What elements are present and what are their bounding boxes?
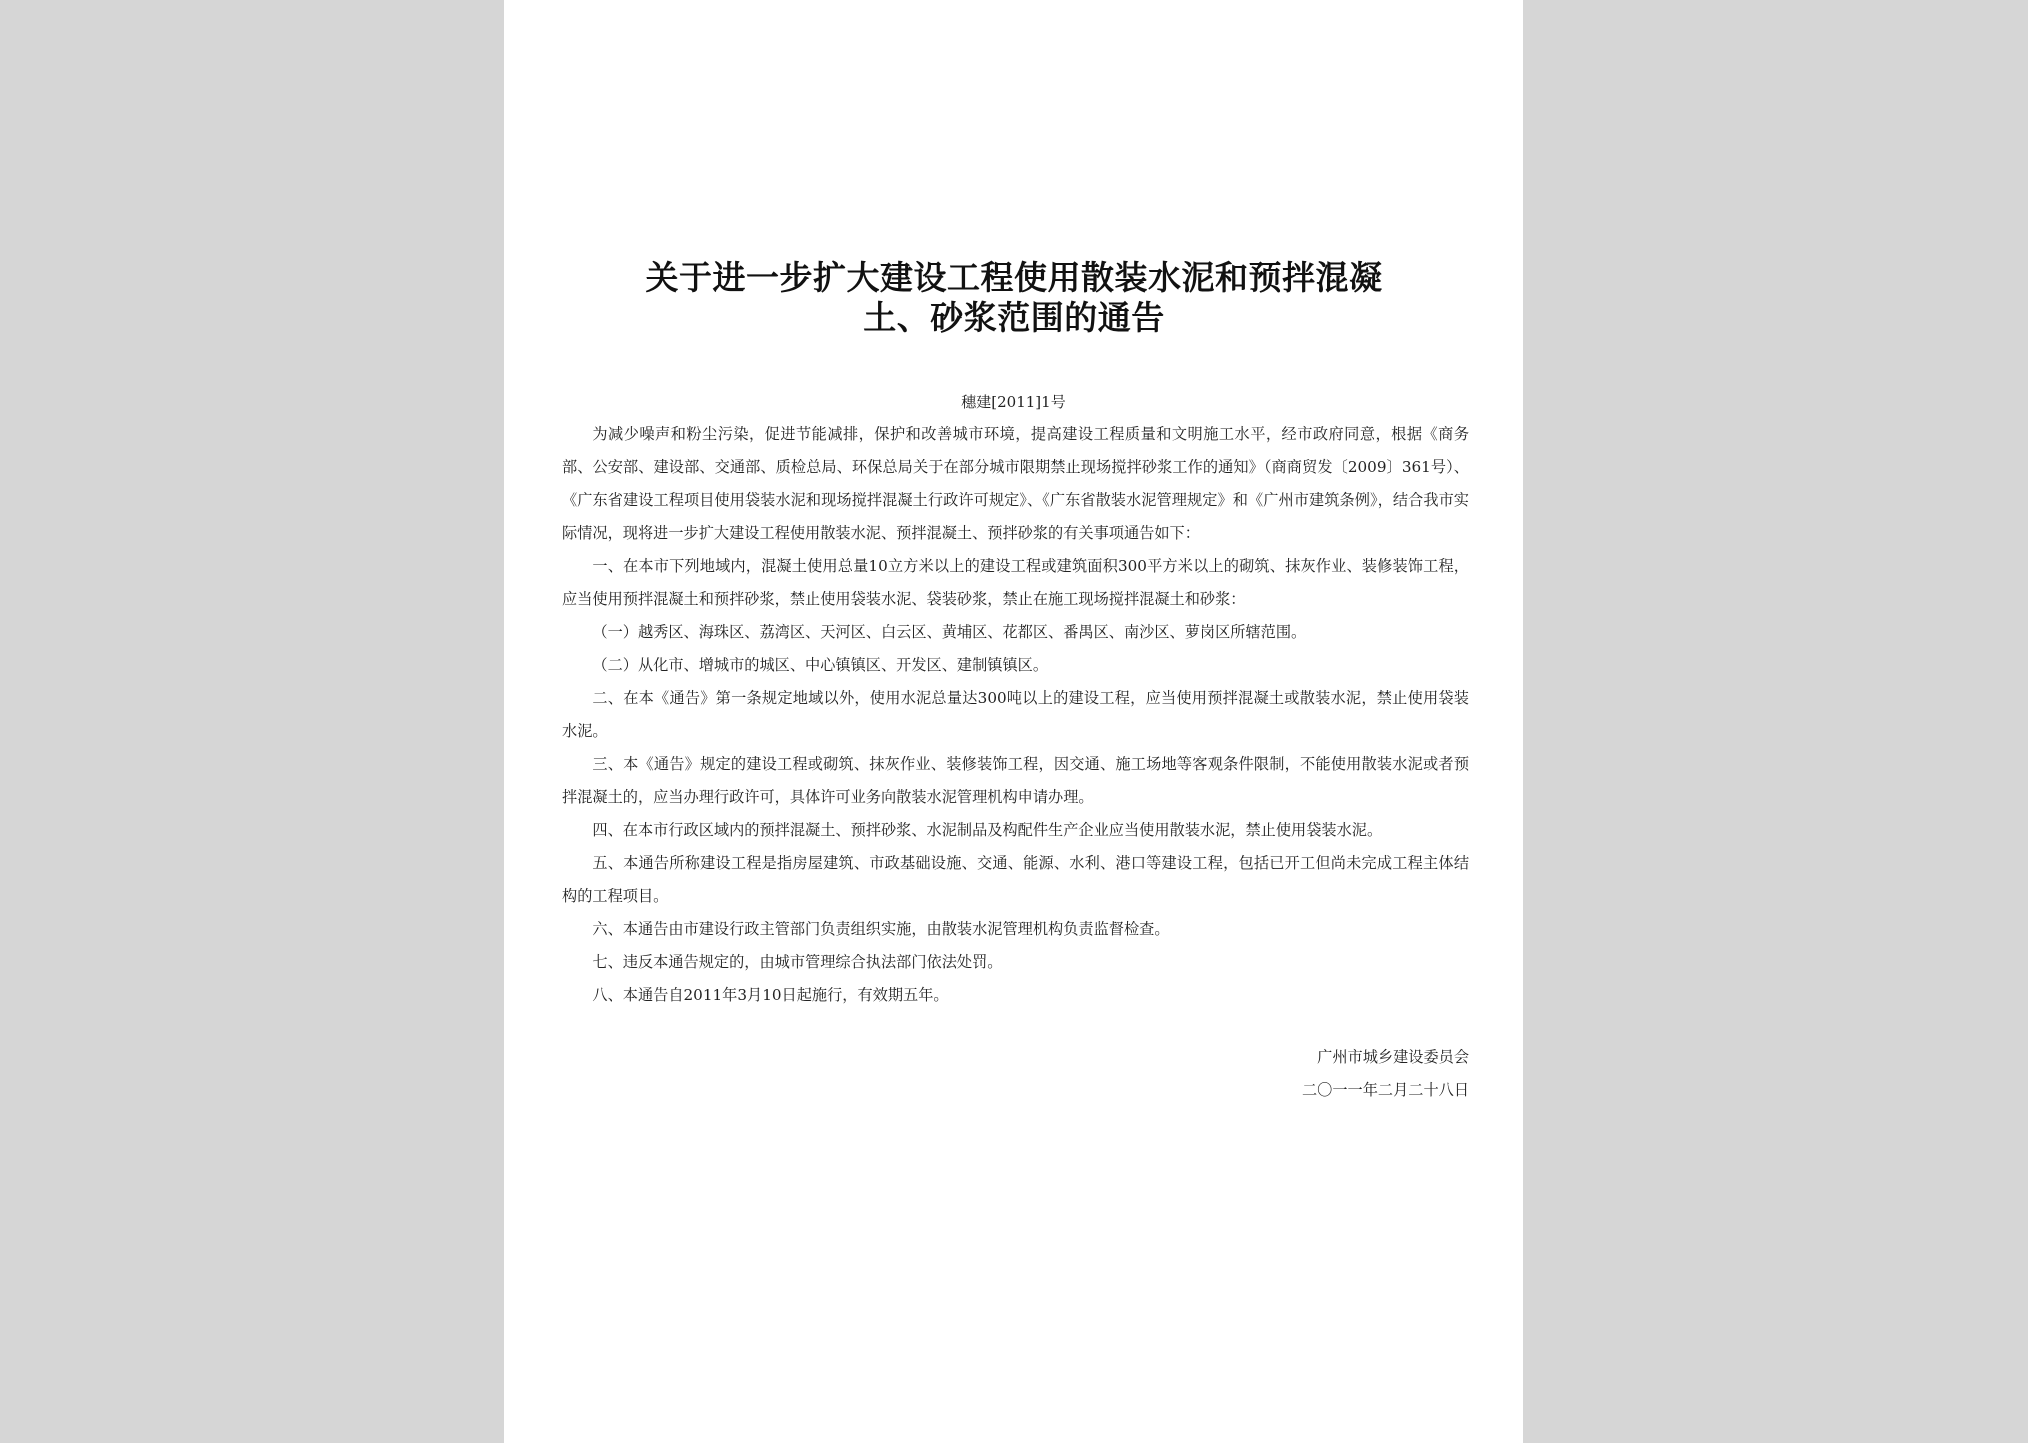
paragraph-article-5: 五、本通告所称建设工程是指房屋建筑、市政基础设施、交通、能源、水利、港口等建设工程，包括已开工但尚未完成工程主体结构的工程项目。 bbox=[562, 854, 1469, 905]
issuer-name: 广州市城乡建设委员会 bbox=[1317, 1048, 1469, 1066]
paragraph-article-1: 一、在本市下列地域内，混凝土使用总量10立方米以上的建设工程或建筑面积300平方米以上的砌筑、抹灰作业、装修装饰工程，应当使用预拌混凝土和预拌砂浆，禁止使用袋装水泥、袋装砂浆，禁止在施工现场搅拌混凝土和砂浆： bbox=[562, 557, 1469, 608]
document-body bbox=[562, 418, 1469, 1012]
issue-date: 二〇一一年二月二十八日 bbox=[1301, 1081, 1469, 1099]
document-number: 穗建[2011]1号 bbox=[961, 393, 1066, 411]
title-line-2: 土、砂浆范围的通告 bbox=[863, 298, 1165, 337]
paragraph-article-2: 二、在本《通告》第一条规定地域以外，使用水泥总量达300吨以上的建设工程，应当使用预拌混凝土或散装水泥，禁止使用袋装水泥。 bbox=[562, 689, 1469, 740]
paragraph-article-8: 八、本通告自2011年3月10日起施行，有效期五年。 bbox=[592, 986, 949, 1004]
title-line-1: 关于进一步扩大建设工程使用散装水泥和预拌混凝 bbox=[645, 258, 1383, 297]
paragraph-article-7: 七、违反本通告规定的，由城市管理综合执法部门依法处罚。 bbox=[592, 953, 1003, 971]
document-title bbox=[584, 258, 1444, 338]
paragraph-article-3: 三、本《通告》规定的建设工程或砌筑、抹灰作业、装修装饰工程，因交通、施工场地等客观条件限制，不能使用散装水泥或者预拌混凝土的，应当办理行政许可，具体许可业务向散装水泥管理机构申请办理。 bbox=[562, 755, 1469, 806]
signature-block bbox=[504, 1041, 1469, 1107]
paragraph-article-1-item-1: （一）越秀区、海珠区、荔湾区、天河区、白云区、黄埔区、花都区、番禺区、南沙区、萝岗区所辖范围。 bbox=[592, 623, 1307, 641]
paragraph-article-1-item-2: （二）从化市、增城市的城区、中心镇镇区、开发区、建制镇镇区。 bbox=[592, 656, 1049, 674]
paragraph-preamble: 为减少噪声和粉尘污染，促进节能减排，保护和改善城市环境，提高建设工程质量和文明施工水平，经市政府同意，根据《商务部、公安部、建设部、交通部、质检总局、环保总局关于在部分城市限期禁止现场搅拌砂浆工作的通知》（商商贸发〔2009〕361号）、《广东省建设工程项目使用袋装水泥和现场搅拌混凝土行政许可规定》、《广东省散装水泥管理规定》和《广州市建筑条例》，结合我市实际情况，现将进一步扩大建设工程使用散装水泥、预拌混凝土、预拌砂浆的有关事项通告如下： bbox=[562, 425, 1469, 542]
document-page bbox=[504, 0, 1523, 1443]
paragraph-article-4: 四、在本市行政区域内的预拌混凝土、预拌砂浆、水泥制品及构配件生产企业应当使用散装水泥，禁止使用袋装水泥。 bbox=[592, 821, 1383, 839]
paragraph-article-6: 六、本通告由市建设行政主管部门负责组织实施，由散装水泥管理机构负责监督检查。 bbox=[592, 920, 1170, 938]
